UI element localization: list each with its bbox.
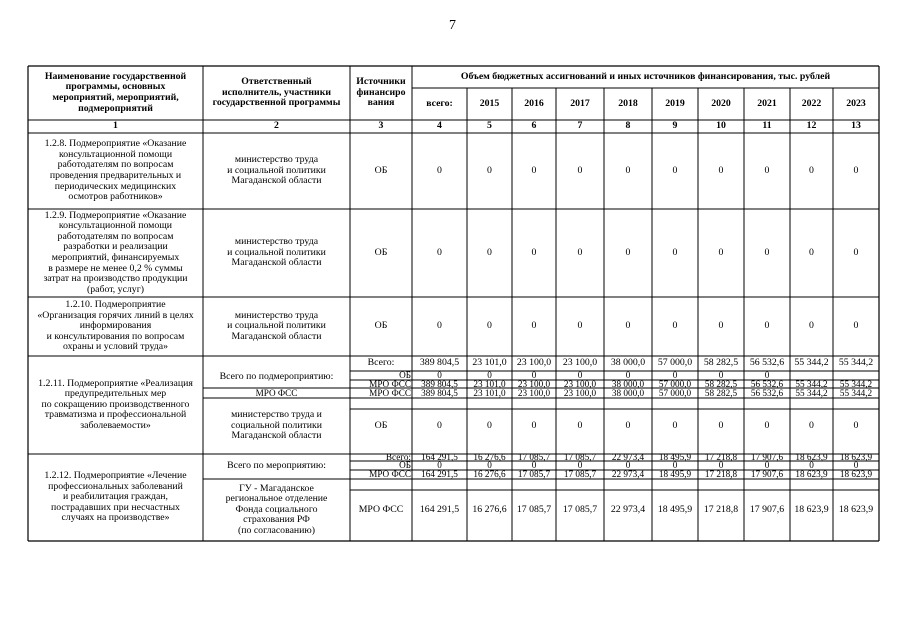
group1-exec-ministry-source: ОБ	[374, 419, 388, 431]
row-source: ОБ	[374, 246, 388, 258]
header-year: 2017	[570, 97, 590, 109]
row-source: ОБ	[374, 320, 388, 332]
row-executor: министерство труда и социальной политики Магаданской области	[227, 309, 326, 342]
group2-total-value: 17 907,6	[750, 454, 784, 461]
row-value: 0	[437, 320, 442, 332]
group1-exec-mro-value: 23 100,0	[517, 388, 551, 398]
header-total: всего:	[426, 97, 453, 109]
group1-mro-value: 38 000,0	[611, 380, 645, 388]
column-number: 6	[531, 120, 537, 132]
column-number: 13	[851, 120, 861, 132]
row-value: 0	[577, 320, 583, 332]
row-name: 1.2.9. Подмероприятие «Оказание консультационной помощи работодателям по вопросам разработки и реализации мероприятий, финансируемых в размере не менее 0,2 % суммы затрат на производство продукции (работ, услуг)	[43, 209, 188, 295]
group1-mro-value: 23 100,0	[563, 380, 597, 388]
group2-mro-value: 18 495,9	[658, 470, 692, 479]
group2-exec-value: 17 218,8	[703, 503, 739, 515]
row-value: 0	[487, 320, 492, 332]
column-number: 11	[762, 120, 772, 132]
group1-exec-ministry-value: 0	[853, 419, 859, 431]
row-executor: министерство труда и социальной политики Магаданской области	[227, 236, 326, 269]
group2-name: 1.2.12. Подмероприятие «Лечение профессиональных заболеваний и реабилитация граждан, пострадавших при несчастных случаях на производстве»	[44, 470, 187, 524]
group1-exec-ministry-value: 0	[672, 419, 678, 431]
group2-ob-source: ОБ	[399, 461, 411, 470]
row-value: 0	[437, 164, 442, 176]
group1-exec-mro-source: МРО ФСС	[369, 388, 411, 398]
group1-ob-value: 0	[531, 371, 537, 380]
row-value: 0	[764, 164, 770, 176]
group1-exec-ministry-value: 0	[809, 419, 814, 431]
group1-total-value: 389 804,5	[419, 357, 460, 369]
group1-exec-mro-value: 38 000,0	[611, 388, 645, 398]
header-year: 2018	[618, 97, 638, 109]
group1-total-value: 23 101,0	[472, 357, 507, 369]
row-value: 0	[437, 246, 442, 258]
column-number: 8	[625, 120, 631, 132]
row-value: 0	[853, 320, 859, 332]
row-value: 0	[718, 246, 724, 258]
group1-total-source: Всего:	[367, 357, 395, 369]
group1-executor-mro: МРО ФСС	[255, 388, 298, 398]
row-value: 0	[577, 246, 583, 258]
group2-ob-value: 0	[853, 461, 859, 470]
group2-exec-value: 18 623,9	[838, 503, 874, 515]
group1-ob-value: 0	[764, 371, 770, 380]
group2-mro-value: 17 085,7	[517, 470, 551, 479]
row-value: 0	[853, 164, 859, 176]
row-value: 0	[809, 164, 814, 176]
page-number: 7	[449, 18, 456, 33]
group1-exec-ministry-value: 0	[718, 419, 724, 431]
row-value: 0	[764, 246, 770, 258]
group2-ob-value: 0	[764, 461, 770, 470]
group1-mro-value: 55 344,2	[795, 380, 828, 388]
group1-exec-mro-value: 58 282,5	[704, 388, 738, 398]
group2-exec-value: 17 085,7	[562, 503, 598, 515]
row-value: 0	[531, 320, 537, 332]
group1-ob-value: 0	[625, 371, 631, 380]
header-year: 2021	[757, 97, 777, 109]
row-value: 0	[853, 246, 859, 258]
group2-exec-source: МРО ФСС	[358, 503, 404, 515]
group2-total-value: 18 623,9	[795, 454, 828, 461]
group1-exec-mro-value: 55 344,2	[839, 388, 873, 398]
group2-ob-value: 0	[809, 461, 814, 470]
group1-total-value: 23 100,0	[562, 357, 598, 369]
group1-mro-value: 23 100,0	[517, 380, 551, 388]
group2-total-value: 17 085,7	[563, 454, 597, 461]
column-number: 5	[487, 120, 492, 132]
group1-total-value: 38 000,0	[610, 357, 646, 369]
group2-mro-value: 17 085,7	[563, 470, 597, 479]
row-value: 0	[672, 164, 678, 176]
group1-total-value: 57 000,0	[657, 357, 693, 369]
column-number: 4	[437, 120, 442, 132]
group2-mro-value: 17 907,6	[750, 470, 784, 479]
group1-total-value: 58 282,5	[703, 357, 739, 369]
group2-summary-label: Всего по мероприятию:	[227, 460, 326, 472]
header-volume: Объем бюджетных ассигнований и иных источников финансирования, тыс. рублей	[460, 70, 831, 82]
group2-ob-value: 0	[672, 461, 678, 470]
group2-exec-value: 16 276,6	[472, 503, 507, 515]
group2-mro-value: 18 623,9	[795, 470, 828, 479]
column-number: 7	[577, 120, 583, 132]
header-name: Наименование государственной программы, основных мероприятий, мероприятий, подмероприятий	[44, 70, 187, 114]
group1-exec-ministry-value: 0	[487, 419, 492, 431]
row-source: ОБ	[374, 164, 388, 176]
group1-exec-ministry-value: 0	[531, 419, 537, 431]
group2-total-value: 17 218,8	[704, 454, 738, 461]
group1-ob-value: 0	[672, 371, 678, 380]
row-value: 0	[809, 320, 814, 332]
group2-total-value: 22 973,4	[611, 454, 645, 461]
group2-ob-value: 0	[577, 461, 583, 470]
group2-ob-value: 0	[625, 461, 631, 470]
group1-mro-value: 389 804,5	[421, 380, 458, 388]
row-value: 0	[625, 246, 631, 258]
group2-mro-value: 16 276,6	[473, 470, 506, 479]
row-value: 0	[764, 320, 770, 332]
group1-exec-ministry-value: 0	[625, 419, 631, 431]
column-number: 12	[806, 120, 817, 132]
group2-ob-value: 0	[437, 461, 442, 470]
group1-total-value: 56 532,6	[749, 357, 785, 369]
group1-ob-value: 0	[718, 371, 724, 380]
row-value: 0	[672, 246, 678, 258]
group2-mro-value: 18 623,9	[839, 470, 873, 479]
header-year: 2022	[801, 97, 822, 109]
group1-exec-ministry-value: 0	[577, 419, 583, 431]
group2-total-source: Всего:	[385, 454, 411, 461]
row-value: 0	[625, 164, 631, 176]
row-executor: министерство труда и социальной политики Магаданской области	[227, 154, 326, 187]
group2-mro-value: 22 973,4	[611, 470, 645, 479]
row-value: 0	[809, 246, 814, 258]
group2-exec-value: 22 973,4	[610, 503, 646, 515]
group1-exec-mro-value: 56 532,6	[750, 388, 784, 398]
group2-mro-value: 164 291,5	[421, 470, 458, 479]
header-year: 2015	[479, 97, 500, 109]
group2-ob-value: 0	[531, 461, 537, 470]
column-number: 9	[672, 120, 678, 132]
header-year: 2016	[524, 97, 544, 109]
group1-mro-source: МРО ФСС	[369, 380, 411, 388]
group2-total-value: 18 495,9	[658, 454, 692, 461]
group1-exec-mro-value: 55 344,2	[795, 388, 828, 398]
row-value: 0	[718, 320, 724, 332]
group2-mro-value: 17 218,8	[704, 470, 738, 479]
group2-ob-value: 0	[718, 461, 724, 470]
group2-exec-value: 164 291,5	[419, 503, 460, 515]
group1-exec-mro-value: 57 000,0	[658, 388, 692, 398]
group1-total-value: 55 344,2	[838, 357, 874, 369]
group1-ob-source: ОБ	[399, 371, 411, 380]
group1-mro-value: 58 282,5	[704, 380, 738, 388]
group1-name: 1.2.11. Подмероприятие «Реализация предупредительных мер по сокращению производственного травматизма и профессиональной заболеваемости»	[38, 377, 193, 431]
group2-total-value: 16 276,6	[473, 454, 506, 461]
group2-exec-value: 18 623,9	[794, 503, 829, 515]
group2-exec-value: 17 085,7	[516, 503, 552, 515]
row-value: 0	[625, 320, 631, 332]
group1-ob-value: 0	[437, 371, 442, 380]
column-number: 3	[378, 120, 384, 132]
group1-exec-mro-value: 389 804,5	[421, 388, 458, 398]
row-value: 0	[531, 246, 537, 258]
group1-exec-ministry-value: 0	[437, 419, 442, 431]
header-executor: Ответственный исполнитель, участники государственной программы	[212, 76, 341, 109]
group2-exec-value: 18 495,9	[657, 503, 693, 515]
group1-mro-value: 23 101,0	[473, 380, 506, 388]
group1-mro-value: 56 532,6	[750, 380, 784, 388]
group1-mro-value: 55 344,2	[839, 380, 873, 388]
group1-ob-value: 0	[577, 371, 583, 380]
row-value: 0	[487, 246, 492, 258]
header-year: 2023	[846, 97, 866, 109]
group2-executor: ГУ - Магаданское региональное отделение Фонда социального страхования РФ (по согласованию)	[225, 482, 328, 536]
group1-ob-value	[790, 371, 833, 380]
header-year: 2020	[711, 97, 731, 109]
group1-total-value: 23 100,0	[516, 357, 552, 369]
group1-summary-label: Всего по подмероприятию:	[219, 370, 334, 382]
group1-exec-mro-value: 23 101,0	[473, 388, 506, 398]
row-value: 0	[531, 164, 537, 176]
row-value: 0	[487, 164, 492, 176]
header-sources: Источники финансиро вания	[356, 76, 406, 109]
group1-ob-value	[833, 371, 879, 380]
row-value: 0	[577, 164, 583, 176]
row-value: 0	[672, 320, 678, 332]
row-name: 1.2.10. Подмероприятие «Организация горячих линий в целях информирования и консультирования по вопросам охраны и условий труда»	[37, 299, 194, 353]
group1-total-value: 55 344,2	[794, 357, 829, 369]
column-number: 2	[274, 120, 279, 132]
group1-mro-value: 57 000,0	[658, 380, 692, 388]
row-name: 1.2.8. Подмероприятие «Оказание консультационной помощи работодателям по вопросам проведения предварительных и периодических медицинских осмотров работников»	[44, 138, 187, 203]
group1-exec-ministry-value: 0	[764, 419, 770, 431]
column-number: 1	[113, 120, 118, 132]
group1-ob-value: 0	[487, 371, 492, 380]
group1-executor-ministry: министерство труда и социальной политики Магаданской области	[230, 409, 323, 442]
header-year: 2019	[665, 97, 685, 109]
group2-ob-value: 0	[487, 461, 492, 470]
group1-exec-mro-value: 23 100,0	[563, 388, 597, 398]
column-number: 10	[716, 120, 726, 132]
group2-exec-value: 17 907,6	[749, 503, 785, 515]
group2-total-value: 17 085,7	[517, 454, 551, 461]
group2-total-value: 164 291,5	[421, 454, 458, 461]
group2-total-value: 18 623,9	[839, 454, 873, 461]
group2-mro-source: МРО ФСС	[369, 470, 411, 479]
row-value: 0	[718, 164, 724, 176]
